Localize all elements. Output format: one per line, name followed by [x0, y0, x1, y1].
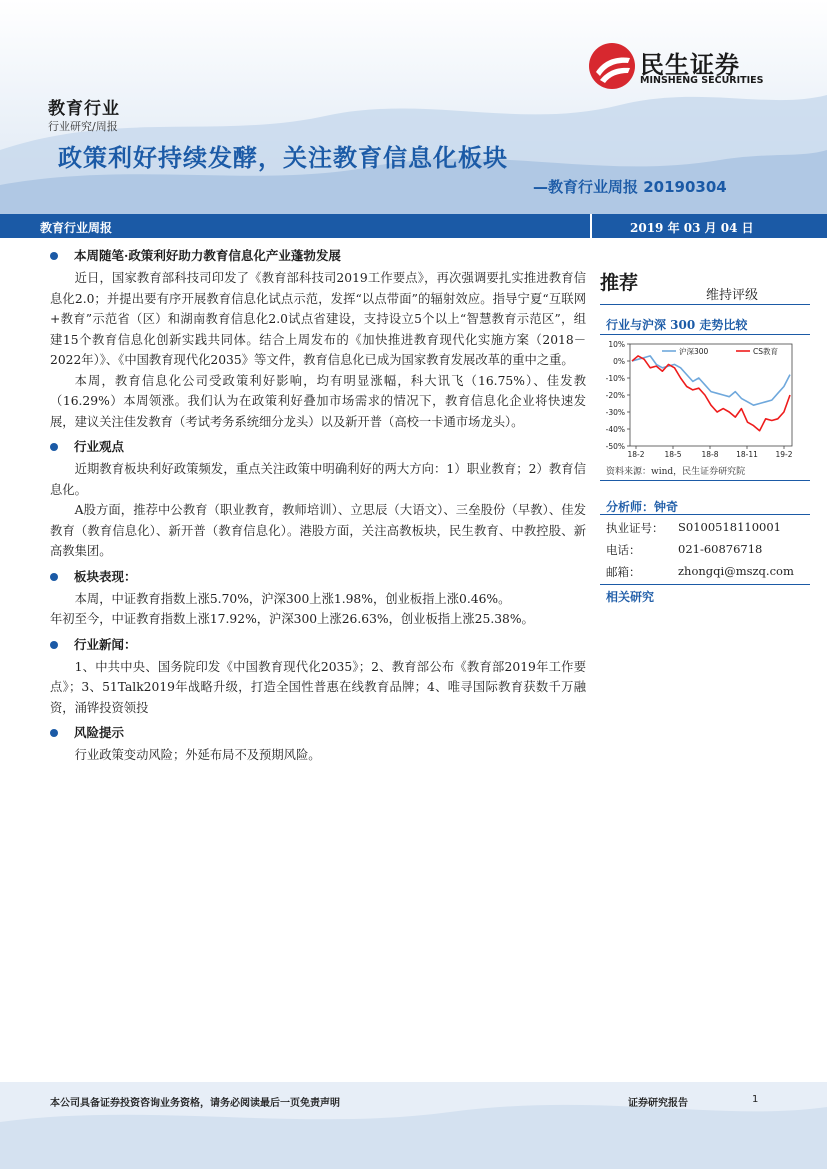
trend-chart	[600, 338, 800, 460]
divider	[600, 480, 810, 481]
contact-email: 邮箱： zhongqi@mszq.com	[606, 564, 794, 579]
y-tick-label: -20%	[605, 391, 625, 400]
bullet-icon	[50, 573, 58, 581]
report-subtitle: —教育行业周报 20190304	[533, 178, 727, 196]
section-industry-view	[50, 437, 586, 562]
band-separator	[590, 214, 592, 238]
footer-label: 证券研究报告	[628, 1098, 688, 1109]
doc-type: 行业研究/周报	[48, 120, 118, 133]
section-heading: 本周随笔·政策利好助力教育信息化产业蓬勃发展	[50, 246, 586, 266]
paragraph: 年初至今，中证教育指数上涨17.92%，沪深300上涨26.63%，创业板指上涨25.38%。	[50, 612, 534, 626]
x-tick-label: 18-8	[701, 450, 719, 459]
report-date: 2019 年 03 月 04 日	[630, 221, 754, 235]
chart-legend	[662, 346, 778, 356]
logo-text-cn: 民生证券	[640, 51, 740, 79]
section-risk	[50, 723, 586, 766]
chart-axes	[606, 340, 793, 459]
chart-title: 行业与沪深 300 走势比较	[606, 318, 748, 332]
sector-label: 教育行业	[48, 99, 120, 119]
related-research: 相关研究	[606, 590, 655, 604]
section-heading: 板块表现：	[50, 567, 586, 587]
series-line-cs-education	[632, 356, 790, 431]
x-tick-label: 18-2	[627, 450, 645, 459]
paragraph: 1、中共中央、国务院印发《中国教育现代化2035》；2、教育部公布《教育部2019年工作要点》；3、51Talk2019年战略升级，打造全国性普惠在线教育品牌；4、唯寻国际教育获数千万融资，涌铧投资领投	[50, 659, 586, 715]
y-tick-label: -40%	[605, 425, 625, 434]
divider	[600, 514, 810, 515]
section-heading: 行业新闻：	[50, 635, 586, 655]
section-heading: 行业观点	[50, 437, 586, 457]
divider	[600, 334, 810, 335]
rating: 维持评级	[706, 288, 759, 303]
bullet-icon	[50, 641, 58, 649]
logo-text-en: MINSHENG SECURITIES	[640, 75, 764, 86]
legend-label: 沪深300	[679, 347, 709, 356]
report-title: 政策利好持续发酵，关注教育信息化板块	[58, 144, 508, 172]
y-tick-label: 0%	[613, 357, 625, 366]
email-link[interactable]: zhongqi@mszq.com	[678, 564, 794, 578]
x-tick-label: 19-2	[775, 450, 793, 459]
chart-frame	[630, 344, 792, 446]
contact-cert: 执业证号： S0100518110001	[606, 520, 781, 535]
bullet-icon	[50, 443, 58, 451]
y-tick-label: -10%	[605, 374, 625, 383]
section-industry-news	[50, 635, 586, 719]
divider	[600, 584, 810, 585]
y-tick-label: -30%	[605, 408, 625, 417]
section-weekly-essay	[50, 246, 586, 432]
analyst-label: 分析师：钟奇	[606, 500, 679, 514]
legend-label: CS教育	[753, 347, 778, 356]
divider	[600, 304, 810, 305]
chart-lines	[632, 356, 790, 431]
y-tick-label: 10%	[608, 340, 625, 349]
x-tick-label: 18-5	[664, 450, 682, 459]
x-tick-label: 18-11	[736, 450, 758, 459]
paragraph: 近期教育板块利好政策频发，重点关注政策中明确利好的两大方向：1）职业教育；2）教育信息化。	[50, 462, 586, 497]
paragraph: 行业政策变动风险；外延布局不及预期风险。	[74, 748, 321, 762]
recommendation: 推荐	[600, 272, 639, 294]
minsheng-logo-icon	[588, 42, 636, 90]
y-tick-label: -50%	[605, 442, 625, 451]
paragraph: 本周，中证教育指数上涨5.70%，沪深300上涨1.98%，创业板指上涨0.46%。	[74, 591, 511, 606]
chart-source: 资料来源：wind，民生证券研究院	[606, 467, 746, 477]
section-sector-performance	[50, 567, 586, 630]
bullet-icon	[50, 252, 58, 260]
sidebar	[600, 268, 810, 604]
main-content	[50, 246, 586, 766]
section-heading: 风险提示	[50, 723, 586, 743]
paragraph: A股方面，推荐中公教育（职业教育，教师培训）、立思辰（大语文）、三垒股份（早教）、佳发教育（教育信息化）、新开普（教育信息化）。港股方面，关注高教板块，民生教育、中教控股、新高教集团。	[50, 503, 586, 558]
footer-disclaimer: 本公司具备证券投资咨询业务资格，请务必阅读最后一页免责声明	[50, 1098, 340, 1109]
series-line-hs300	[632, 356, 790, 405]
paragraph: 本周，教育信息化公司受政策利好影响，均有明显涨幅，科大讯飞（16.75%）、佳发教（16.29%）本周领涨。我们认为在政策利好叠加市场需求的情况下，教育信息化企业将快速发展，建议关注佳发教育（考试考务系统细分龙头）以及新开普（高校一卡通市场龙头）。	[50, 373, 586, 429]
paragraph: 近日，国家教育部科技司印发了《教育部科技司2019工作要点》，再次强调要扎实推进教育信息化2.0；并提出要有序开展教育信息化试点示范，发挥“以点带面”的辐射效应。指导宁夏“互联网+教育”示范省（区）和湖南教育信息化2.0试点省建设，支持设立5个以上“智慧教育示范区”，组建15个教育信息化创新实践共同体。结合上周发布的《加快推进教育现代化实施方案（2018－2022年）》、《中国教育现代化2035》等文件，教育信息化已成为国家教育发展改革的重中之重。	[50, 271, 586, 367]
band-report-name: 教育行业周报	[40, 221, 113, 235]
contact-phone: 电话： 021-60876718	[606, 542, 763, 557]
page-number: 1	[752, 1094, 759, 1105]
bullet-icon	[50, 729, 58, 737]
